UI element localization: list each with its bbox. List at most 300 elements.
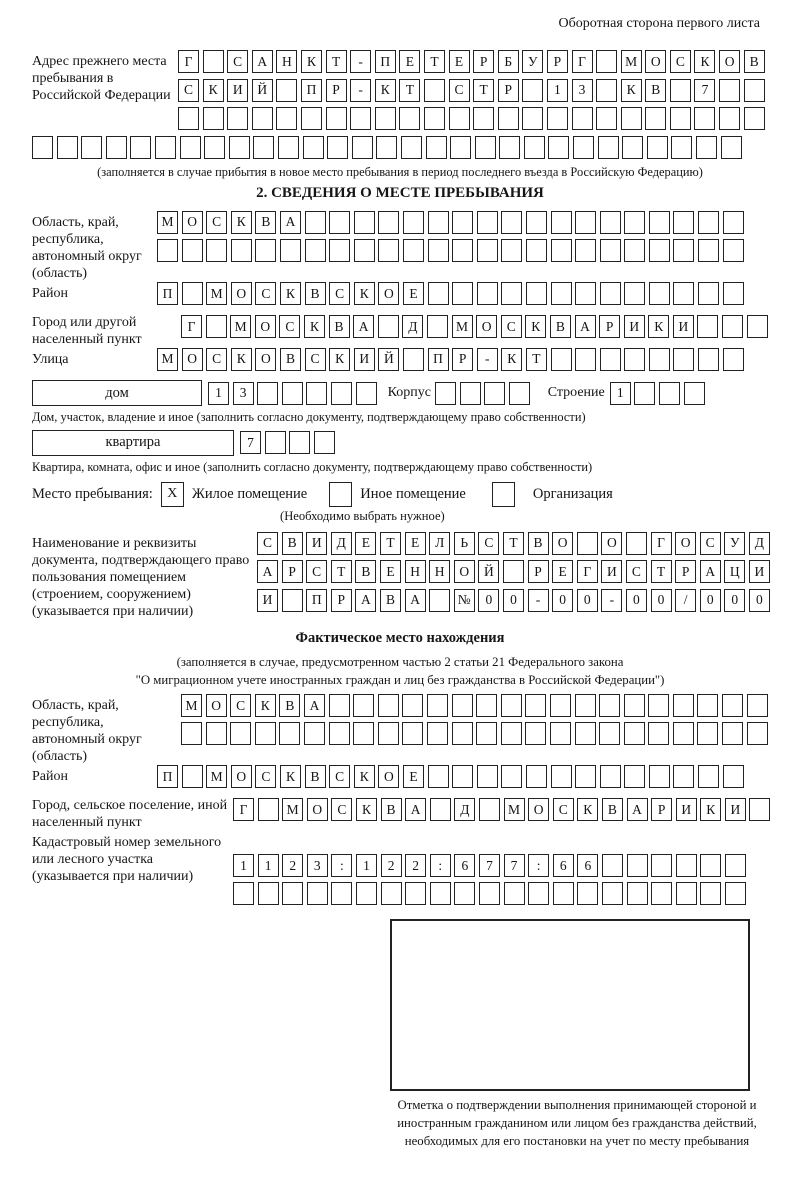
char-box[interactable] bbox=[719, 107, 740, 130]
char-box[interactable] bbox=[435, 382, 456, 405]
char-box[interactable]: Р bbox=[651, 798, 672, 821]
char-box[interactable]: Т bbox=[526, 348, 547, 371]
char-box[interactable] bbox=[329, 722, 350, 745]
char-box[interactable]: - bbox=[528, 589, 549, 612]
char-box[interactable]: Д bbox=[402, 315, 423, 338]
char-box[interactable] bbox=[403, 239, 424, 262]
char-box[interactable]: В bbox=[645, 79, 666, 102]
char-box[interactable]: Р bbox=[326, 79, 347, 102]
char-box[interactable] bbox=[32, 136, 53, 159]
char-box[interactable] bbox=[551, 239, 572, 262]
char-box[interactable] bbox=[501, 722, 522, 745]
char-box[interactable] bbox=[356, 882, 377, 905]
char-box[interactable] bbox=[596, 79, 617, 102]
char-box[interactable] bbox=[649, 348, 670, 371]
char-box[interactable]: О bbox=[552, 532, 573, 555]
char-box[interactable] bbox=[503, 560, 524, 583]
char-box[interactable]: Й bbox=[378, 348, 399, 371]
char-box[interactable]: 7 bbox=[694, 79, 715, 102]
char-box[interactable]: Е bbox=[380, 560, 401, 583]
char-box[interactable] bbox=[430, 798, 451, 821]
char-box[interactable] bbox=[528, 882, 549, 905]
char-box[interactable] bbox=[106, 136, 127, 159]
char-box[interactable]: Ц bbox=[724, 560, 745, 583]
char-box[interactable]: И bbox=[749, 560, 770, 583]
char-box[interactable]: Н bbox=[276, 50, 297, 73]
char-box[interactable] bbox=[697, 722, 718, 745]
char-box[interactable] bbox=[252, 107, 273, 130]
char-box[interactable] bbox=[289, 431, 310, 454]
char-box[interactable]: Н bbox=[429, 560, 450, 583]
char-box[interactable] bbox=[621, 107, 642, 130]
char-box[interactable]: К bbox=[255, 694, 276, 717]
char-box[interactable]: К bbox=[231, 211, 252, 234]
char-box[interactable]: О bbox=[454, 560, 475, 583]
char-box[interactable] bbox=[81, 136, 102, 159]
char-box[interactable] bbox=[479, 798, 500, 821]
char-box[interactable] bbox=[634, 382, 655, 405]
char-box[interactable] bbox=[671, 136, 692, 159]
char-box[interactable]: 0 bbox=[724, 589, 745, 612]
char-box[interactable] bbox=[649, 239, 670, 262]
char-box[interactable] bbox=[476, 694, 497, 717]
char-box[interactable] bbox=[305, 239, 326, 262]
char-box[interactable]: С bbox=[700, 532, 721, 555]
char-box[interactable] bbox=[673, 348, 694, 371]
char-box[interactable]: Е bbox=[355, 532, 376, 555]
char-box[interactable]: А bbox=[257, 560, 278, 583]
char-box[interactable]: 0 bbox=[749, 589, 770, 612]
char-box[interactable]: С bbox=[305, 348, 326, 371]
char-box[interactable] bbox=[596, 50, 617, 73]
char-box[interactable]: С bbox=[553, 798, 574, 821]
char-box[interactable] bbox=[526, 765, 547, 788]
char-box[interactable]: Д bbox=[454, 798, 475, 821]
char-box[interactable] bbox=[427, 722, 448, 745]
char-box[interactable] bbox=[659, 382, 680, 405]
char-box[interactable]: П bbox=[157, 765, 178, 788]
char-box[interactable] bbox=[648, 722, 669, 745]
char-box[interactable] bbox=[427, 315, 448, 338]
char-box[interactable] bbox=[429, 589, 450, 612]
char-box[interactable]: А bbox=[627, 798, 648, 821]
char-box[interactable] bbox=[577, 882, 598, 905]
char-box[interactable] bbox=[255, 239, 276, 262]
char-box[interactable]: С bbox=[230, 694, 251, 717]
char-box[interactable] bbox=[477, 765, 498, 788]
char-box[interactable]: О bbox=[378, 282, 399, 305]
char-box[interactable] bbox=[749, 798, 770, 821]
char-box[interactable] bbox=[130, 136, 151, 159]
char-box[interactable] bbox=[627, 882, 648, 905]
char-box[interactable]: 1 bbox=[208, 382, 229, 405]
char-box[interactable]: А bbox=[575, 315, 596, 338]
char-box[interactable] bbox=[475, 136, 496, 159]
char-box[interactable]: К bbox=[694, 50, 715, 73]
char-box[interactable] bbox=[378, 722, 399, 745]
char-box[interactable]: 6 bbox=[553, 854, 574, 877]
char-box[interactable] bbox=[723, 348, 744, 371]
char-box[interactable] bbox=[649, 765, 670, 788]
char-box[interactable] bbox=[231, 239, 252, 262]
char-box[interactable]: 0 bbox=[577, 589, 598, 612]
char-box[interactable] bbox=[227, 107, 248, 130]
char-box[interactable] bbox=[282, 382, 303, 405]
char-box[interactable] bbox=[473, 107, 494, 130]
char-box[interactable] bbox=[624, 239, 645, 262]
char-box[interactable]: С bbox=[206, 348, 227, 371]
char-box[interactable] bbox=[670, 107, 691, 130]
char-box[interactable]: 1 bbox=[356, 854, 377, 877]
char-box[interactable] bbox=[673, 765, 694, 788]
char-box[interactable] bbox=[452, 722, 473, 745]
char-box[interactable] bbox=[553, 882, 574, 905]
char-box[interactable] bbox=[378, 239, 399, 262]
char-box[interactable]: Г bbox=[577, 560, 598, 583]
char-box[interactable] bbox=[157, 239, 178, 262]
char-box[interactable]: Е bbox=[403, 765, 424, 788]
char-box[interactable]: В bbox=[305, 282, 326, 305]
char-box[interactable]: Р bbox=[675, 560, 696, 583]
char-box[interactable] bbox=[331, 882, 352, 905]
char-box[interactable]: В bbox=[305, 765, 326, 788]
char-box[interactable] bbox=[331, 382, 352, 405]
char-box[interactable]: Р bbox=[331, 589, 352, 612]
char-box[interactable]: Е bbox=[405, 532, 426, 555]
char-box[interactable] bbox=[700, 854, 721, 877]
char-box[interactable] bbox=[647, 136, 668, 159]
char-box[interactable]: М bbox=[206, 765, 227, 788]
char-box[interactable] bbox=[501, 211, 522, 234]
char-box[interactable]: М bbox=[181, 694, 202, 717]
char-box[interactable] bbox=[282, 589, 303, 612]
char-box[interactable]: И bbox=[676, 798, 697, 821]
char-box[interactable] bbox=[329, 239, 350, 262]
char-box[interactable]: 6 bbox=[454, 854, 475, 877]
char-box[interactable] bbox=[353, 722, 374, 745]
char-box[interactable] bbox=[229, 136, 250, 159]
char-box[interactable] bbox=[627, 854, 648, 877]
char-box[interactable]: А bbox=[252, 50, 273, 73]
char-box[interactable] bbox=[498, 107, 519, 130]
char-box[interactable] bbox=[479, 882, 500, 905]
char-box[interactable] bbox=[599, 694, 620, 717]
char-box[interactable]: 6 bbox=[577, 854, 598, 877]
char-box[interactable] bbox=[575, 765, 596, 788]
char-box[interactable] bbox=[598, 136, 619, 159]
char-box[interactable]: А bbox=[304, 694, 325, 717]
char-box[interactable] bbox=[575, 722, 596, 745]
char-box[interactable] bbox=[577, 532, 598, 555]
stay-type-checkbox-other-premises[interactable] bbox=[329, 482, 352, 507]
char-box[interactable] bbox=[402, 694, 423, 717]
char-box[interactable] bbox=[182, 282, 203, 305]
char-box[interactable] bbox=[257, 382, 278, 405]
char-box[interactable]: О bbox=[255, 315, 276, 338]
char-box[interactable] bbox=[452, 282, 473, 305]
char-box[interactable] bbox=[450, 136, 471, 159]
char-box[interactable]: П bbox=[301, 79, 322, 102]
char-box[interactable] bbox=[253, 136, 274, 159]
char-box[interactable] bbox=[402, 722, 423, 745]
char-box[interactable] bbox=[649, 211, 670, 234]
char-box[interactable]: В bbox=[279, 694, 300, 717]
char-box[interactable]: С bbox=[449, 79, 470, 102]
char-box[interactable] bbox=[624, 765, 645, 788]
char-box[interactable]: О bbox=[182, 211, 203, 234]
char-box[interactable] bbox=[57, 136, 78, 159]
char-box[interactable]: А bbox=[353, 315, 374, 338]
char-box[interactable]: К bbox=[700, 798, 721, 821]
char-box[interactable]: С bbox=[206, 211, 227, 234]
char-box[interactable] bbox=[525, 694, 546, 717]
char-box[interactable]: А bbox=[405, 589, 426, 612]
char-box[interactable] bbox=[278, 136, 299, 159]
char-box[interactable]: К bbox=[354, 765, 375, 788]
char-box[interactable]: О bbox=[528, 798, 549, 821]
char-box[interactable] bbox=[327, 136, 348, 159]
char-box[interactable] bbox=[722, 315, 743, 338]
char-box[interactable] bbox=[460, 382, 481, 405]
char-box[interactable] bbox=[353, 694, 374, 717]
char-box[interactable]: Р bbox=[547, 50, 568, 73]
char-box[interactable] bbox=[573, 136, 594, 159]
char-box[interactable]: К bbox=[356, 798, 377, 821]
char-box[interactable]: Л bbox=[429, 532, 450, 555]
char-box[interactable] bbox=[747, 722, 768, 745]
char-box[interactable]: 0 bbox=[651, 589, 672, 612]
char-box[interactable] bbox=[626, 532, 647, 555]
char-box[interactable] bbox=[649, 282, 670, 305]
char-box[interactable]: С bbox=[329, 765, 350, 788]
char-box[interactable] bbox=[501, 765, 522, 788]
char-box[interactable]: К bbox=[203, 79, 224, 102]
char-box[interactable]: Е bbox=[552, 560, 573, 583]
char-box[interactable]: М bbox=[157, 348, 178, 371]
char-box[interactable]: С bbox=[279, 315, 300, 338]
char-box[interactable]: С bbox=[257, 532, 278, 555]
char-box[interactable]: 0 bbox=[700, 589, 721, 612]
char-box[interactable] bbox=[428, 765, 449, 788]
char-box[interactable]: В bbox=[528, 532, 549, 555]
char-box[interactable]: П bbox=[375, 50, 396, 73]
char-box[interactable]: : bbox=[331, 854, 352, 877]
char-box[interactable] bbox=[230, 722, 251, 745]
char-box[interactable] bbox=[673, 722, 694, 745]
char-box[interactable]: Т bbox=[326, 50, 347, 73]
char-box[interactable] bbox=[624, 722, 645, 745]
char-box[interactable] bbox=[600, 348, 621, 371]
char-box[interactable] bbox=[255, 722, 276, 745]
char-box[interactable]: С bbox=[178, 79, 199, 102]
char-box[interactable]: Р bbox=[282, 560, 303, 583]
char-box[interactable]: С bbox=[227, 50, 248, 73]
char-box[interactable] bbox=[426, 136, 447, 159]
char-box[interactable] bbox=[600, 211, 621, 234]
char-box[interactable]: С bbox=[501, 315, 522, 338]
char-box[interactable] bbox=[314, 431, 335, 454]
char-box[interactable]: Й bbox=[478, 560, 499, 583]
char-box[interactable]: И bbox=[354, 348, 375, 371]
char-box[interactable]: Е bbox=[403, 282, 424, 305]
char-box[interactable] bbox=[698, 282, 719, 305]
char-box[interactable] bbox=[575, 282, 596, 305]
char-box[interactable]: : bbox=[430, 854, 451, 877]
char-box[interactable] bbox=[624, 348, 645, 371]
char-box[interactable]: А bbox=[355, 589, 376, 612]
char-box[interactable] bbox=[182, 765, 203, 788]
char-box[interactable]: 1 bbox=[547, 79, 568, 102]
char-box[interactable] bbox=[524, 136, 545, 159]
char-box[interactable]: Г bbox=[233, 798, 254, 821]
char-box[interactable] bbox=[723, 239, 744, 262]
char-box[interactable] bbox=[484, 382, 505, 405]
char-box[interactable]: В bbox=[380, 589, 401, 612]
stay-type-checkbox-organization[interactable] bbox=[492, 482, 515, 507]
char-box[interactable] bbox=[697, 315, 718, 338]
char-box[interactable] bbox=[522, 79, 543, 102]
char-box[interactable]: С bbox=[329, 282, 350, 305]
char-box[interactable]: К bbox=[577, 798, 598, 821]
char-box[interactable] bbox=[430, 882, 451, 905]
char-box[interactable]: К bbox=[329, 348, 350, 371]
char-box[interactable] bbox=[522, 107, 543, 130]
char-box[interactable] bbox=[378, 315, 399, 338]
char-box[interactable] bbox=[501, 282, 522, 305]
char-box[interactable] bbox=[673, 239, 694, 262]
char-box[interactable] bbox=[673, 282, 694, 305]
char-box[interactable]: 3 bbox=[572, 79, 593, 102]
char-box[interactable] bbox=[356, 382, 377, 405]
char-box[interactable] bbox=[645, 107, 666, 130]
char-box[interactable]: К bbox=[501, 348, 522, 371]
char-box[interactable] bbox=[203, 107, 224, 130]
char-box[interactable] bbox=[329, 694, 350, 717]
char-box[interactable] bbox=[676, 882, 697, 905]
char-box[interactable]: О bbox=[231, 765, 252, 788]
char-box[interactable]: В bbox=[744, 50, 765, 73]
char-box[interactable]: В bbox=[550, 315, 571, 338]
char-box[interactable] bbox=[326, 107, 347, 130]
char-box[interactable]: К bbox=[301, 50, 322, 73]
char-box[interactable] bbox=[306, 382, 327, 405]
char-box[interactable] bbox=[676, 854, 697, 877]
char-box[interactable]: О bbox=[206, 694, 227, 717]
char-box[interactable] bbox=[747, 315, 768, 338]
char-box[interactable] bbox=[723, 765, 744, 788]
char-box[interactable]: Т bbox=[399, 79, 420, 102]
char-box[interactable]: Т bbox=[331, 560, 352, 583]
char-box[interactable] bbox=[501, 694, 522, 717]
char-box[interactable]: А bbox=[700, 560, 721, 583]
char-box[interactable] bbox=[596, 107, 617, 130]
char-box[interactable] bbox=[673, 211, 694, 234]
char-box[interactable] bbox=[744, 107, 765, 130]
char-box[interactable]: 1 bbox=[610, 382, 631, 405]
char-box[interactable] bbox=[452, 211, 473, 234]
char-box[interactable]: К bbox=[304, 315, 325, 338]
char-box[interactable]: - bbox=[601, 589, 622, 612]
char-box[interactable] bbox=[477, 282, 498, 305]
char-box[interactable]: В bbox=[355, 560, 376, 583]
char-box[interactable]: О bbox=[182, 348, 203, 371]
char-box[interactable] bbox=[723, 282, 744, 305]
char-box[interactable]: Ь bbox=[454, 532, 475, 555]
char-box[interactable]: Р bbox=[473, 50, 494, 73]
char-box[interactable] bbox=[651, 882, 672, 905]
char-box[interactable] bbox=[600, 239, 621, 262]
char-box[interactable] bbox=[624, 282, 645, 305]
char-box[interactable] bbox=[203, 50, 224, 73]
char-box[interactable]: 1 bbox=[233, 854, 254, 877]
char-box[interactable] bbox=[572, 107, 593, 130]
char-box[interactable] bbox=[684, 382, 705, 405]
char-box[interactable]: К bbox=[621, 79, 642, 102]
char-box[interactable] bbox=[599, 722, 620, 745]
char-box[interactable] bbox=[696, 136, 717, 159]
char-box[interactable]: О bbox=[307, 798, 328, 821]
char-box[interactable]: В bbox=[602, 798, 623, 821]
char-box[interactable] bbox=[525, 722, 546, 745]
char-box[interactable]: Е bbox=[449, 50, 470, 73]
char-box[interactable] bbox=[575, 694, 596, 717]
char-box[interactable] bbox=[551, 765, 572, 788]
char-box[interactable]: О bbox=[601, 532, 622, 555]
char-box[interactable]: 0 bbox=[626, 589, 647, 612]
char-box[interactable]: М bbox=[230, 315, 251, 338]
char-box[interactable]: Г bbox=[572, 50, 593, 73]
char-box[interactable]: С bbox=[670, 50, 691, 73]
char-box[interactable] bbox=[600, 282, 621, 305]
char-box[interactable]: К bbox=[648, 315, 669, 338]
char-box[interactable] bbox=[258, 882, 279, 905]
char-box[interactable]: 2 bbox=[381, 854, 402, 877]
char-box[interactable]: 2 bbox=[405, 854, 426, 877]
char-box[interactable]: / bbox=[675, 589, 696, 612]
char-box[interactable] bbox=[526, 239, 547, 262]
char-box[interactable]: Г bbox=[178, 50, 199, 73]
char-box[interactable] bbox=[352, 136, 373, 159]
char-box[interactable] bbox=[403, 348, 424, 371]
char-box[interactable] bbox=[548, 136, 569, 159]
char-box[interactable] bbox=[452, 239, 473, 262]
char-box[interactable]: К bbox=[354, 282, 375, 305]
char-box[interactable]: П bbox=[428, 348, 449, 371]
char-box[interactable]: П bbox=[306, 589, 327, 612]
char-box[interactable]: М bbox=[282, 798, 303, 821]
char-box[interactable]: П bbox=[157, 282, 178, 305]
char-box[interactable] bbox=[428, 211, 449, 234]
char-box[interactable] bbox=[354, 239, 375, 262]
char-box[interactable]: О bbox=[645, 50, 666, 73]
char-box[interactable] bbox=[204, 136, 225, 159]
char-box[interactable]: 7 bbox=[240, 431, 261, 454]
char-box[interactable]: 7 bbox=[504, 854, 525, 877]
char-box[interactable] bbox=[401, 136, 422, 159]
char-box[interactable] bbox=[697, 694, 718, 717]
char-box[interactable] bbox=[722, 694, 743, 717]
char-box[interactable] bbox=[698, 765, 719, 788]
char-box[interactable]: О bbox=[378, 765, 399, 788]
char-box[interactable] bbox=[526, 211, 547, 234]
char-box[interactable] bbox=[721, 136, 742, 159]
char-box[interactable]: О bbox=[476, 315, 497, 338]
char-box[interactable] bbox=[301, 107, 322, 130]
char-box[interactable]: Д bbox=[749, 532, 770, 555]
char-box[interactable] bbox=[307, 882, 328, 905]
char-box[interactable] bbox=[280, 239, 301, 262]
char-box[interactable] bbox=[477, 239, 498, 262]
